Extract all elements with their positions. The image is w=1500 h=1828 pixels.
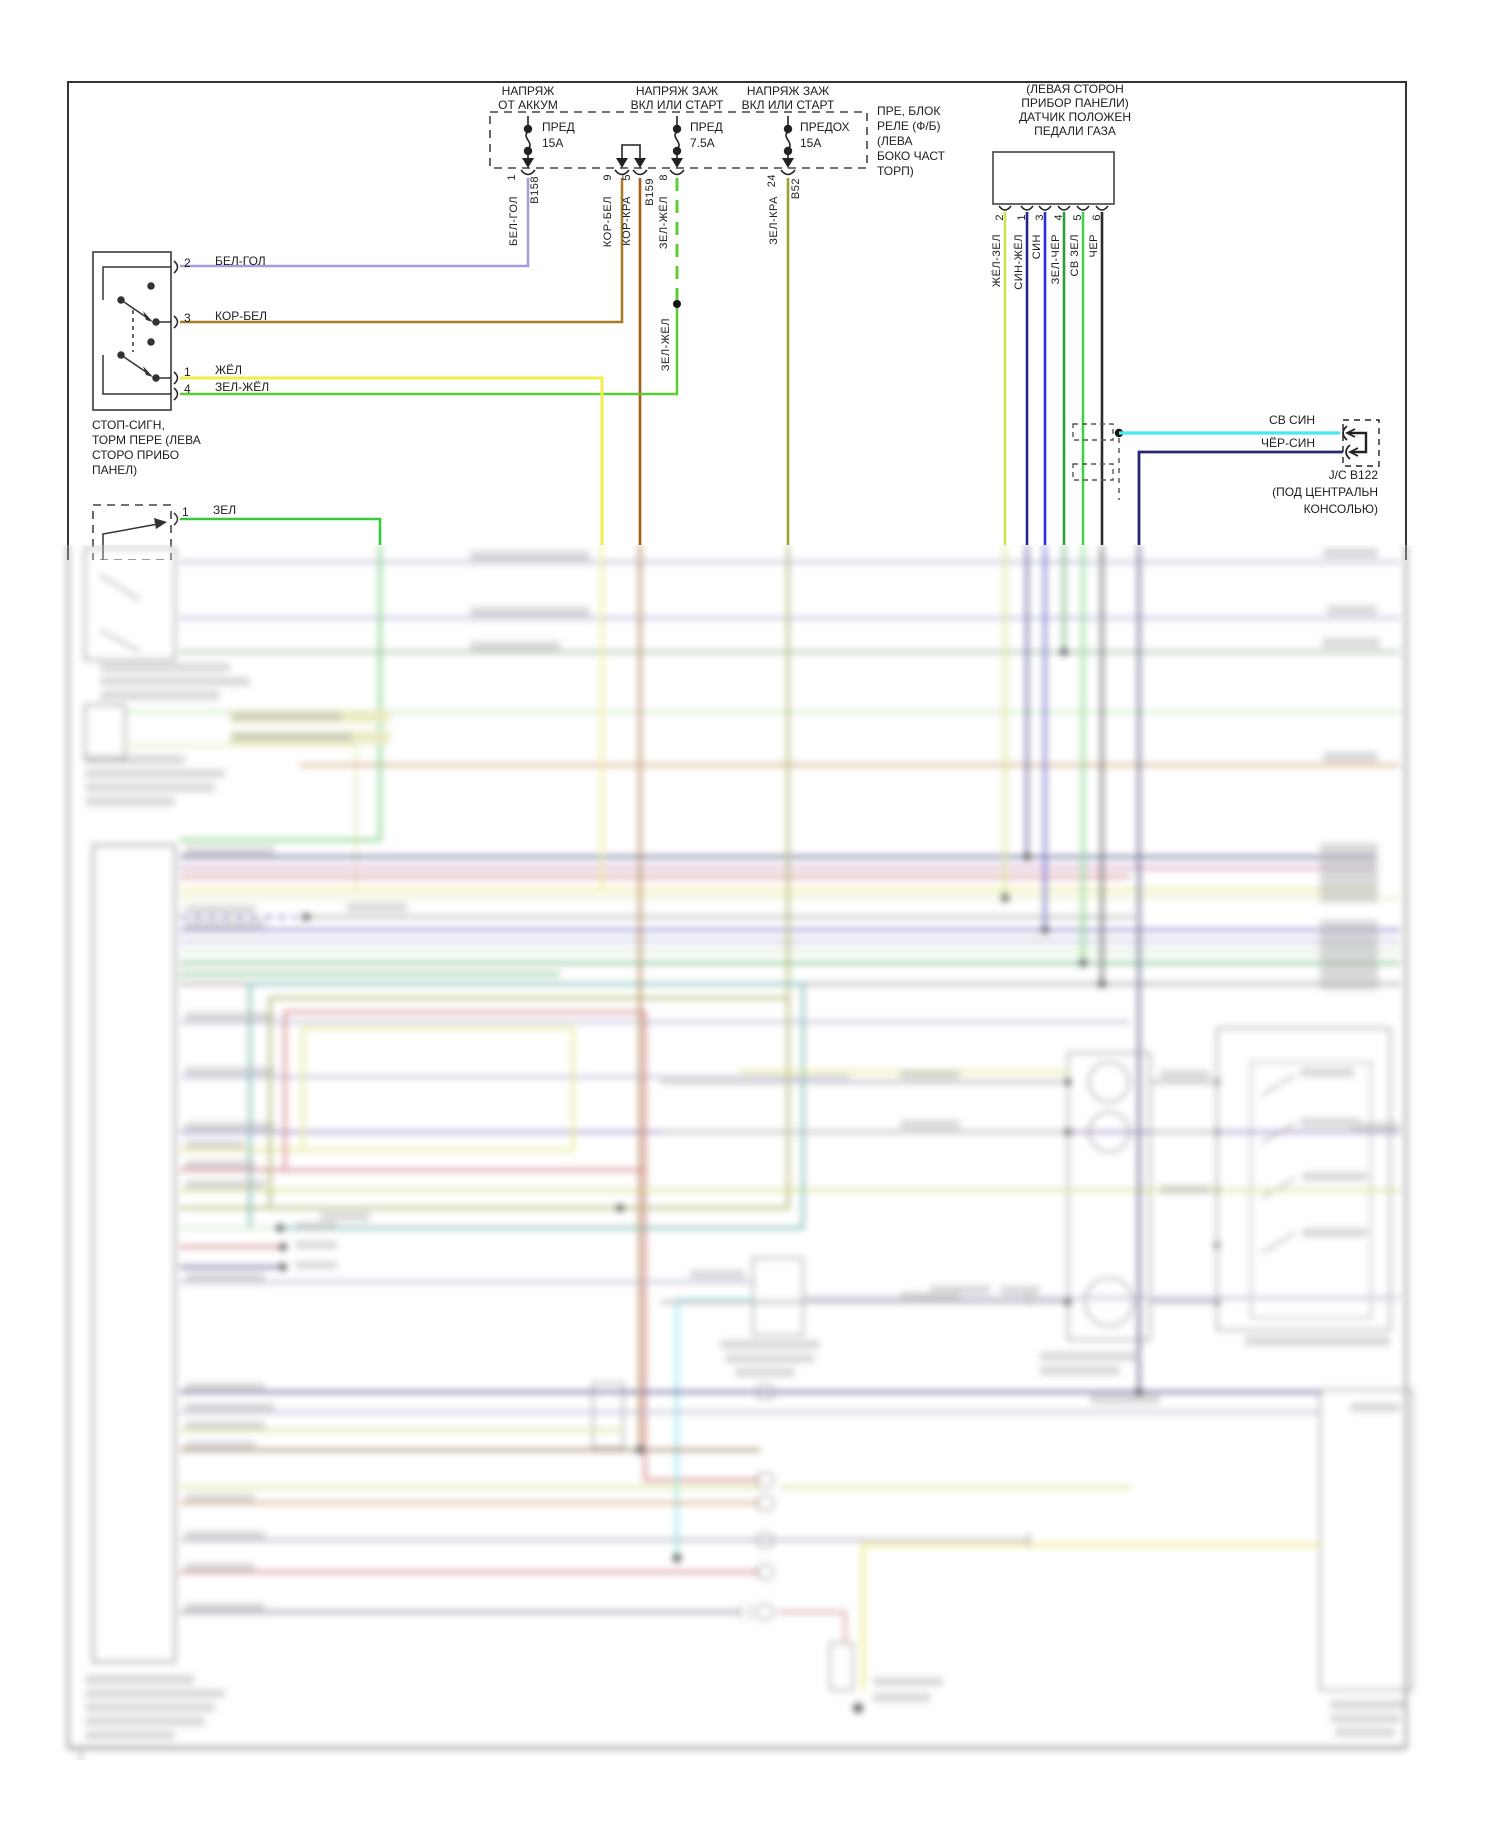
pin-number: 5 xyxy=(1072,214,1084,221)
wire-label-sv-sin: СВ СИН xyxy=(1269,413,1315,427)
fuse-rating: 7.5A xyxy=(690,136,715,150)
stop-switch-label: ПАНЕЛ) xyxy=(92,463,138,477)
connector-name: B52 xyxy=(790,178,802,200)
connector-cups-sensor xyxy=(999,206,1108,210)
fuse-name: ПРЕДОХ xyxy=(800,120,850,134)
power-feed-label: ВКЛ ИЛИ СТАРТ xyxy=(630,98,724,112)
junction-note: (ПОД ЦЕНТРАЛЬН xyxy=(1272,485,1378,499)
fuse-3-symbol xyxy=(782,116,794,168)
power-feed-label: НАПРЯЖ xyxy=(501,84,555,98)
pin-number: 2 xyxy=(994,214,1006,221)
stop-switch-box xyxy=(93,252,171,410)
wire-label: ЗЕЛ-ЖЁЛ xyxy=(215,380,270,394)
splice-dot xyxy=(673,300,681,308)
connector-cups-switch xyxy=(174,261,178,400)
wire-label: ЖЁЛ-ЗЕЛ xyxy=(991,234,1003,288)
pin-number: 1 xyxy=(184,365,191,379)
wire-label-bel-gol: БЕЛ-ГОЛ xyxy=(508,196,520,246)
pedal-sensor-label: ПЕДАЛИ ГАЗА xyxy=(1034,124,1116,138)
fuse-2-symbol xyxy=(671,116,683,168)
pin-number: 4 xyxy=(1053,214,1065,221)
pin-number: 9 xyxy=(602,174,614,181)
pin-number: 4 xyxy=(184,382,191,396)
wire-label: БЕЛ-ГОЛ xyxy=(215,254,266,268)
wire-label: КОР-БЕЛ xyxy=(215,309,267,323)
fuse-block-note: (ЛЕВА xyxy=(877,134,913,148)
pedal-sensor-label: ПРИБОР ПАНЕЛИ) xyxy=(1021,96,1129,110)
fuse-1-symbol xyxy=(522,116,534,168)
pin-number: 3 xyxy=(1034,214,1046,221)
pedal-sensor-label: (ЛЕВАЯ СТОРОН xyxy=(1026,82,1124,96)
wire-label: ЗЕЛ xyxy=(213,503,237,517)
wire-label-kor-bel: КОР-БЕЛ xyxy=(602,196,614,248)
fuse-block-note: ТОРП) xyxy=(877,164,914,178)
wire-label: ЖЁЛ xyxy=(215,363,242,377)
power-feed-label: НАПРЯЖ ЗАЖ xyxy=(635,84,719,98)
wire-label: СИН xyxy=(1031,234,1043,260)
stop-switch-label: ТОРМ ПЕРЕ (ЛЕВА xyxy=(92,433,201,447)
pin-number: 8 xyxy=(658,174,670,181)
pedal-sensor-label: ДАТЧИК ПОЛОЖЕН xyxy=(1019,110,1131,124)
pin-number: 6 xyxy=(1091,214,1103,221)
junction-name: J/C B122 xyxy=(1328,468,1378,482)
stop-switch-label: СТОРО ПРИБО xyxy=(92,448,180,462)
fuse-block-note: БОКО ЧАСТ xyxy=(877,149,945,163)
wire-label-cher-sin: ЧЁР-СИН xyxy=(1261,436,1315,450)
connector-name: B159 xyxy=(644,178,656,206)
pin-number: 5 xyxy=(621,174,633,181)
pin-number: 2 xyxy=(184,256,191,270)
inline-connector-mark xyxy=(1073,464,1113,480)
wire-label: ЗЕЛ-ЧЁР xyxy=(1050,234,1062,285)
wire-kor-bel xyxy=(180,178,622,322)
wire-zel xyxy=(180,519,380,545)
wire-label: СИН-ЖЁЛ xyxy=(1013,234,1025,290)
pin-number: 1 xyxy=(182,505,189,519)
blurred-diagram-region xyxy=(0,545,1500,1760)
stop-switch-label: СТОП-СИГН, xyxy=(92,418,165,432)
wire-label: ЧЕР xyxy=(1088,234,1100,258)
pedal-sensor-box xyxy=(993,152,1114,204)
wire-label-zel-zhel: ЗЕЛ-ЖЁЛ xyxy=(660,318,672,372)
pin-number: 24 xyxy=(766,174,778,188)
stop-switch-internals xyxy=(103,267,171,394)
wire-label-zel-zhel: ЗЕЛ-ЖЁЛ xyxy=(658,196,670,250)
fuse-name: ПРЕД xyxy=(542,120,575,134)
blurred-schematic xyxy=(0,545,1500,1760)
pin-number: 1 xyxy=(1016,214,1028,221)
wire-label: СВ ЗЕЛ xyxy=(1069,234,1081,277)
wire-label-kor-kra: КОР-КРА xyxy=(621,196,633,246)
connector-name: B158 xyxy=(529,176,541,204)
inline-connector-mark xyxy=(1073,424,1113,440)
jumper-loop xyxy=(616,145,646,168)
pin-number: 1 xyxy=(506,174,518,181)
wire-bel-gol xyxy=(180,178,528,266)
junction-note: КОНСОЛЬЮ) xyxy=(1303,502,1378,516)
pin-number: 3 xyxy=(184,311,191,325)
power-feed-label: ОТ АККУМ xyxy=(498,98,558,112)
jc-b122-connector xyxy=(1343,420,1379,466)
fuse-block-note: РЕЛЕ (Ф/Б) xyxy=(877,119,941,133)
fuse-rating: 15A xyxy=(800,136,822,150)
fuse-name: ПРЕД xyxy=(690,120,723,134)
wire-label-zel-kra: ЗЕЛ-КРА xyxy=(768,196,780,245)
fuse-rating: 15A xyxy=(542,136,564,150)
power-feed-label: ВКЛ ИЛИ СТАРТ xyxy=(741,98,835,112)
power-feed-label: НАПРЯЖ ЗАЖ xyxy=(746,84,830,98)
fuse-block-note: ПРЕ, БЛОК xyxy=(877,104,941,118)
